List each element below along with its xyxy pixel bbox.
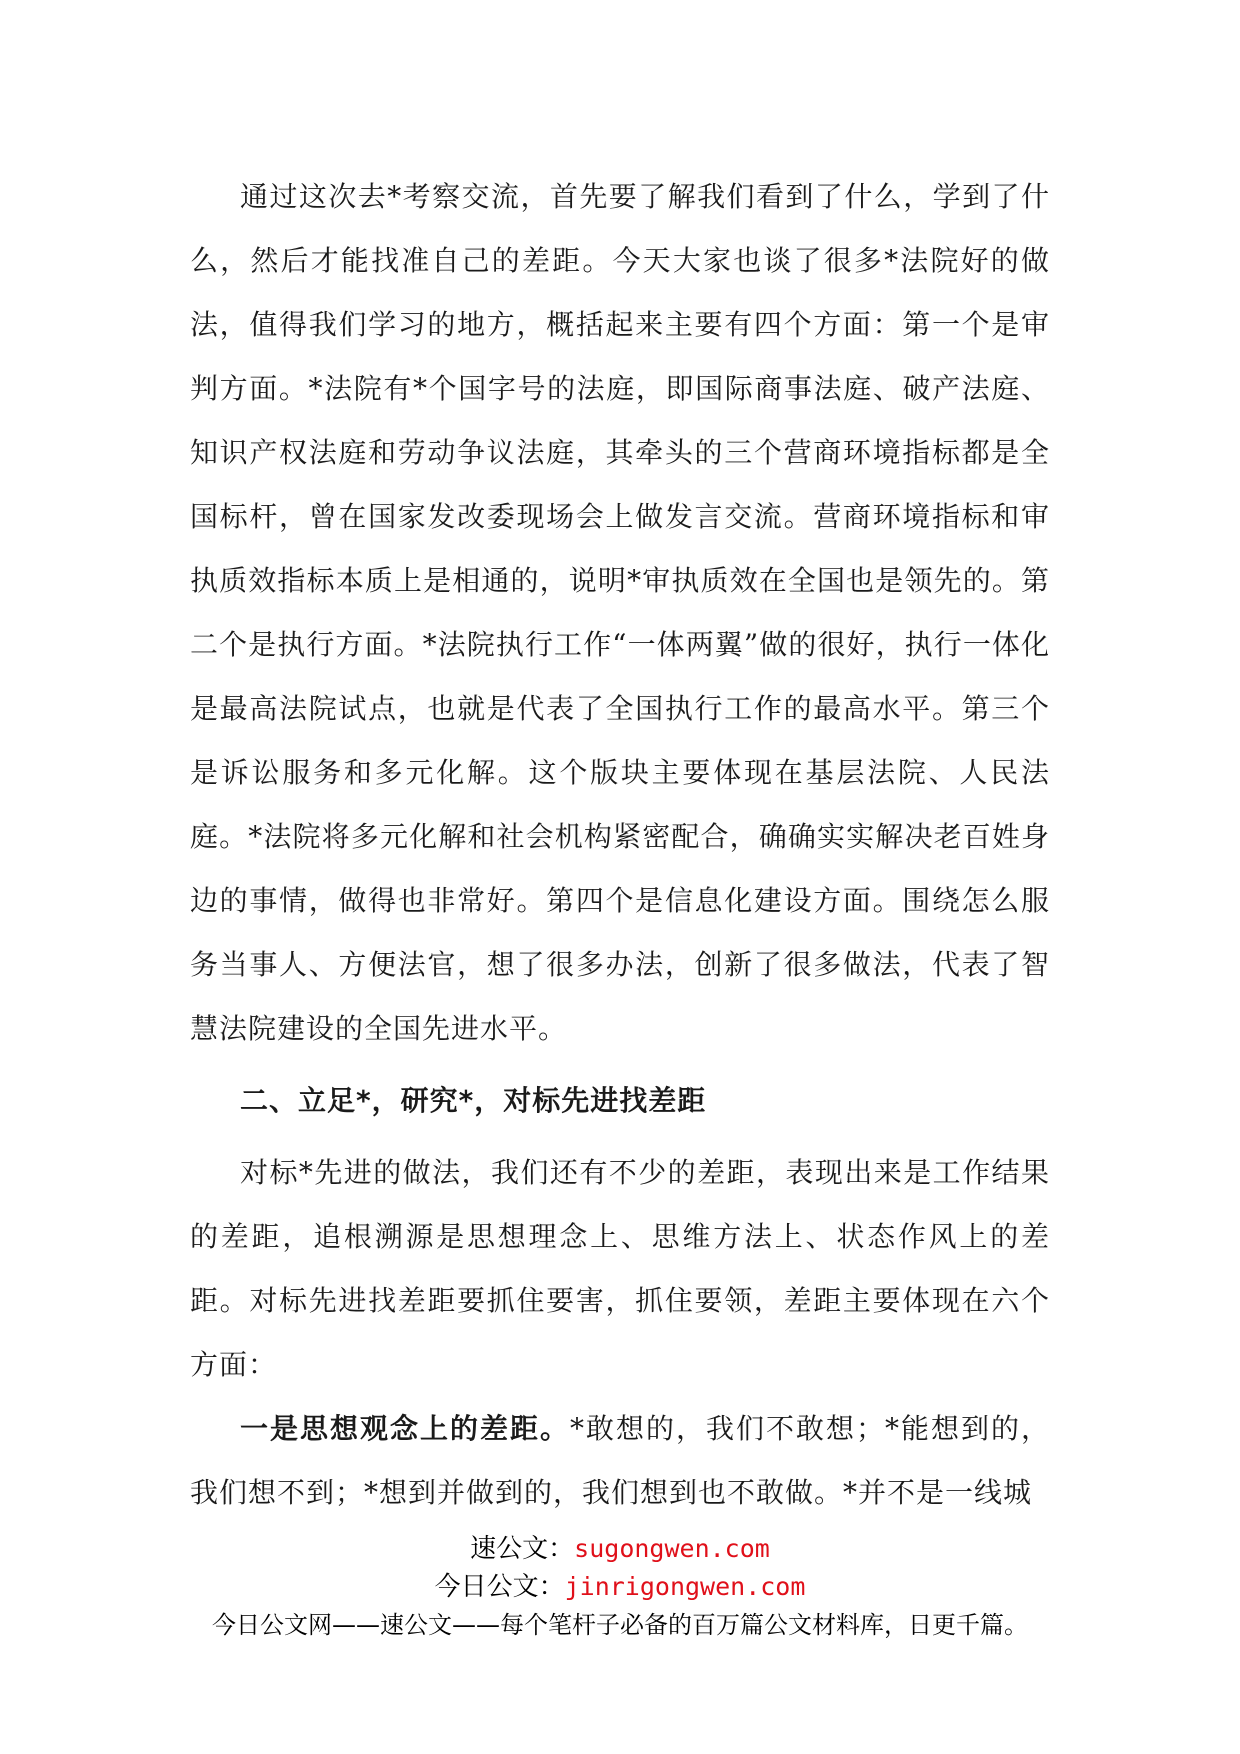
footer-line-1 xyxy=(0,1530,1240,1568)
footer-slogan: 今日公文网——速公文——每个笔杆子必备的百万篇公文材料库，日更千篇。 xyxy=(212,1611,1028,1639)
footer-line-2 xyxy=(0,1568,1240,1606)
paragraph-3-text: *敢想的，我们不敢想；*能想到的，我们想不到；*想到并做到的，我们想到也不敢做。*并不是一线城 xyxy=(190,1412,1050,1509)
footer-label-1: 速公文： xyxy=(470,1534,575,1564)
footer-link-jinrigongwen[interactable]: jinrigongwen.com xyxy=(564,1572,806,1601)
section-heading-2: 二、立足*，研究*，对标先进找差距 xyxy=(240,1084,707,1117)
paragraph-3-lead: 一是思想观念上的差距。 xyxy=(240,1412,570,1445)
footer-label-2: 今日公文： xyxy=(434,1572,565,1602)
footer-link-sugongwen[interactable]: sugongwen.com xyxy=(574,1534,770,1563)
footer-watermark xyxy=(0,1530,1240,1644)
paragraph-3 xyxy=(190,1397,1050,1525)
paragraph-2: 对标*先进的做法，我们还有不少的差距，表现出来是工作结果的差距，追根溯源是思想理念上、思维方法上、状态作风上的差距。对标先进找差距要抓住要害，抓住要领，差距主要体现在六个方面： xyxy=(190,1156,1050,1381)
document-body xyxy=(190,165,1050,1525)
paragraph-1: 通过这次去*考察交流，首先要了解我们看到了什么，学到了什么，然后才能找准自己的差距。今天大家也谈了很多*法院好的做法，值得我们学习的地方，概括起来主要有四个方面：第一个是审判方面。*法院有*个国字号的法庭，即国际商事法庭、破产法庭、知识产权法庭和劳动争议法庭，其牵头的三个营商环境指标都是全国标杆，曾在国家发改委现场会上做发言交流。营商环境指标和审执质效指标本质上是相通的，说明*审执质效在全国也是领先的。第二个是执行方面。*法院执行工作“一体两翼”做的很好，执行一体化是最高法院试点，也就是代表了全国执行工作的最高水平。第三个是诉讼服务和多元化解。这个版块主要体现在基层法院、人民法庭。*法院将多元化解和社会机构紧密配合，确确实实解决老百姓身边的事情，做得也非常好。第四个是信息化建设方面。围绕怎么服务当事人、方便法官，想了很多办法，创新了很多做法，代表了智慧法院建设的全国先进水平。 xyxy=(190,180,1050,1045)
